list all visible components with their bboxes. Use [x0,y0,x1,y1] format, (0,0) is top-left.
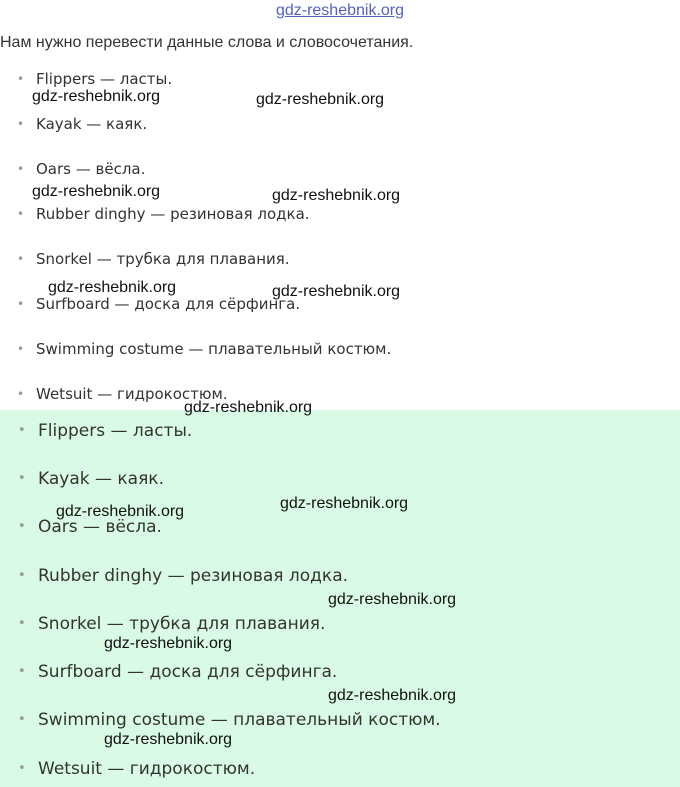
list-item-text: Surfboard — доска для сёрфинга. [36,295,301,313]
bullet-icon: • [18,616,26,631]
watermark: gdz-reshebnik.org [280,495,409,512]
watermark: gdz-reshebnik.org [104,731,233,748]
answer-item-text: Flippers — ласты. [38,421,193,441]
bullet-icon: • [17,387,25,401]
bullet-icon: • [18,423,26,438]
watermark: gdz-reshebnik.org [48,279,177,296]
list-item-text: Rubber dinghy — резиновая лодка. [36,205,310,223]
watermark: gdz-reshebnik.org [32,88,161,105]
bullet-icon: • [18,712,26,727]
list-item-text: Oars — вёсла. [36,160,146,178]
bullet-icon: • [17,297,25,311]
bullet-icon: • [17,117,25,131]
site-title-link[interactable]: gdz-reshebnik.org [275,2,405,19]
answer-item-text: Kayak — каяк. [38,469,164,489]
bullet-icon: • [17,162,25,176]
watermark: gdz-reshebnik.org [56,503,185,520]
watermark: gdz-reshebnik.org [272,283,401,300]
answer-item-text: Surfboard — доска для сёрфинга. [38,662,338,682]
bullet-icon: • [17,207,25,221]
answer-item-text: Swimming costume — плавательный костюм. [38,710,441,730]
bullet-icon: • [17,72,25,86]
list-item-text: Kayak — каяк. [36,115,148,133]
list-item-text: Wetsuit — гидрокостюм. [36,385,228,403]
bullet-icon: • [18,568,26,583]
watermark: gdz-reshebnik.org [272,187,401,204]
answer-item-text: Rubber dinghy — резиновая лодка. [38,566,349,586]
watermark: gdz-reshebnik.org [184,399,313,416]
answer-item-text: Wetsuit — гидрокостюм. [38,759,256,779]
bullet-icon: • [18,471,26,486]
watermark: gdz-reshebnik.org [256,91,385,108]
watermark: gdz-reshebnik.org [32,183,161,200]
list-item-text: Flippers — ласты. [36,70,173,88]
list-item-text: Swimming costume — плавательный костюм. [36,340,392,358]
answer-item-text: Snorkel — трубка для плавания. [38,614,326,634]
bullet-icon: • [18,664,26,679]
bullet-icon: • [18,761,26,776]
list-item-text: Snorkel — трубка для плавания. [36,250,290,268]
answer-item-text: Oars — вёсла. [38,517,162,537]
bullet-icon: • [18,519,26,534]
bullet-icon: • [17,342,25,356]
bullet-icon: • [17,252,25,266]
watermark: gdz-reshebnik.org [328,687,457,704]
watermark: gdz-reshebnik.org [104,635,233,652]
watermark: gdz-reshebnik.org [328,591,457,608]
intro-text: Нам нужно перевести данные слова и словосочетания. [0,34,414,51]
